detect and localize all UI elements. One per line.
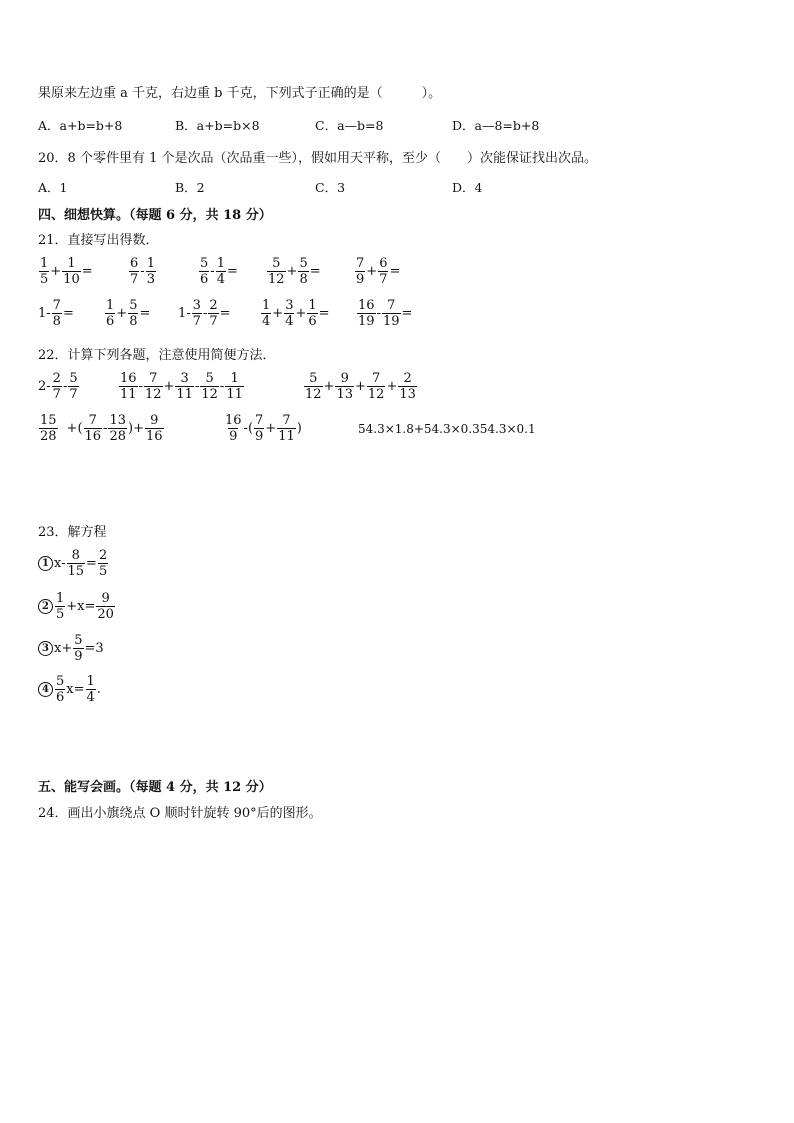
q22-row-1 — [38, 371, 418, 402]
q20-option-a: A．1 — [38, 180, 68, 195]
fraction: $\frac{7}{12}$ — [367, 371, 385, 402]
q23-equation-1: 1 x- $\frac{8}{15}$ = $\frac{2}{5}$ — [38, 548, 109, 579]
q20-option-b: B．2 — [175, 180, 205, 195]
fraction: $\frac{7}{9}$ — [356, 256, 365, 287]
fraction: $\frac{1}{4}$ — [216, 256, 225, 287]
fraction: $\frac{16}{11}$ — [120, 371, 137, 402]
circled-number: 3 — [38, 641, 53, 656]
fraction: $\frac{1}{6}$ — [308, 298, 317, 329]
fraction: $\frac{7}{9}$ — [255, 413, 264, 444]
fraction: $\frac{1}{5}$ — [40, 256, 49, 287]
q22-expr-1: 2- $\frac{2}{7}$ - $\frac{5}{7}$ — [38, 371, 78, 402]
fraction: $\frac{1}{5}$ — [56, 591, 65, 622]
q23-equation-2: 2 $\frac{1}{5}$ +x= $\frac{9}{20}$ — [38, 591, 116, 622]
q21-r2-expr-1: 1- $\frac{7}{8}$ = — [38, 298, 74, 329]
fraction: $\frac{2}{13}$ — [399, 371, 416, 402]
fraction: $\frac{13}{28}$ — [109, 413, 127, 444]
fraction: $\frac{9}{16}$ — [145, 413, 163, 444]
fraction: $\frac{1}{10}$ — [63, 256, 80, 287]
q21-r1-expr-2: $\frac{6}{7}$ - $\frac{1}{3}$ — [130, 256, 155, 287]
circled-number: 2 — [38, 599, 53, 614]
q22-expr-2: $\frac{16}{11}$ - $\frac{7}{12}$ + $\frac{3}{11}$ - $\frac{5}{12}$ - $\frac{1}{11}$ — [120, 371, 243, 402]
question-22-title: 22．计算下列各题，注意使用简便方法． — [38, 348, 276, 363]
q19-option-a: A．a+b=b+8 — [38, 118, 123, 133]
question-23-title: 23．解方程 — [38, 525, 107, 540]
fraction: $\frac{7}{12}$ — [144, 371, 162, 402]
q23-equation-3: 3 x+ $\frac{5}{9}$ =3 — [38, 633, 104, 664]
fraction: $\frac{2}{7}$ — [209, 298, 218, 329]
fraction: $\frac{3}{11}$ — [176, 371, 193, 402]
circled-number: 4 — [38, 682, 53, 697]
fraction: $\frac{5}{6}$ — [200, 256, 209, 287]
fraction: $\frac{5}{8}$ — [129, 298, 138, 329]
q21-r1-expr-3: $\frac{5}{6}$ - $\frac{1}{4}$ = — [200, 256, 238, 287]
section-4-title: 四、细想快算。（每题 6 分，共 18 分） — [38, 208, 272, 223]
fraction: $\frac{5}{12}$ — [305, 371, 322, 402]
q20-option-c: C．3 — [315, 180, 346, 195]
q22-expr-4: $\frac{15}{28}$ +( $\frac{7}{16}$ - $\frac{13}{28}$ )+ $\frac{9}{16}$ — [40, 413, 163, 444]
fraction: $\frac{5}{12}$ — [201, 371, 218, 402]
q21-r2-expr-5: $\frac{16}{19}$ - $\frac{7}{19}$ = — [358, 298, 413, 329]
fraction: $\frac{5}{8}$ — [299, 256, 308, 287]
q22-expr-5: $\frac{16}{9}$ -( $\frac{7}{9}$ + $\frac{7}{11}$ ) — [225, 413, 302, 444]
q22-expr-3: $\frac{5}{12}$ + $\frac{9}{13}$ + $\frac{7}{12}$ + $\frac{2}{13}$ — [305, 371, 416, 402]
fraction: $\frac{1}{11}$ — [226, 371, 243, 402]
fraction: $\frac{6}{7}$ — [130, 256, 139, 287]
fraction: $\frac{5}{12}$ — [268, 256, 285, 287]
q19-option-d: D．a—8=b+8 — [452, 118, 540, 133]
section-5-title: 五、能写会画。（每题 4 分，共 12 分） — [38, 780, 272, 795]
q21-row-2 — [38, 298, 412, 329]
fraction: $\frac{9}{13}$ — [336, 371, 353, 402]
fraction: $\frac{16}{19}$ — [358, 298, 375, 329]
q19-option-b: B．a+b=b×8 — [175, 118, 260, 133]
fraction: $\frac{1}{4}$ — [262, 298, 271, 329]
q21-r1-expr-4: $\frac{5}{12}$ + $\frac{5}{8}$ = — [268, 256, 321, 287]
question-24-text: 24．画出小旗绕点 O 顺时针旋转 90°后的图形。 — [38, 806, 322, 821]
q21-r2-expr-4: $\frac{1}{4}$ + $\frac{3}{4}$ + $\frac{1}{6}$ = — [262, 298, 330, 329]
q21-r1-expr-5: $\frac{7}{9}$ + $\frac{6}{7}$ = — [356, 256, 401, 287]
fraction: $\frac{1}{3}$ — [146, 256, 155, 287]
fraction: $\frac{1}{6}$ — [106, 298, 115, 329]
q19-option-c: C．a—b=8 — [315, 118, 384, 133]
fraction: $\frac{7}{8}$ — [52, 298, 61, 329]
question-20-text: 20．8 个零件里有 1 个是次品（次品重一些），假如用天平称，至少（ ）次能保证找出次品。 — [38, 151, 597, 166]
fraction: $\frac{5}{7}$ — [69, 371, 78, 402]
fraction: $\frac{3}{4}$ — [285, 298, 294, 329]
fraction: $\frac{1}{4}$ — [86, 674, 95, 705]
fraction: $\frac{15}{28}$ — [40, 413, 57, 444]
fraction: $\frac{5}{9}$ — [74, 633, 83, 664]
q21-r2-expr-3: 1- $\frac{3}{7}$ - $\frac{2}{7}$ = — [178, 298, 231, 329]
q20-option-d: D．4 — [452, 180, 483, 195]
question-21-title: 21．直接写出得数． — [38, 233, 159, 248]
q21-r1-expr-1: $\frac{1}{5}$ + $\frac{1}{10}$ = — [40, 256, 93, 287]
q22-row-2 — [38, 413, 536, 444]
fraction: $\frac{6}{7}$ — [379, 256, 388, 287]
question-19-text: 果原来左边重 a 千克，右边重 b 千克，下列式子正确的是（ ）。 — [38, 86, 442, 101]
fraction: $\frac{9}{20}$ — [97, 591, 114, 622]
q21-row-1 — [38, 256, 400, 287]
fraction: $\frac{2}{7}$ — [52, 371, 61, 402]
fraction: $\frac{16}{9}$ — [225, 413, 242, 444]
fraction: $\frac{7}{11}$ — [278, 413, 295, 444]
fraction: $\frac{7}{19}$ — [382, 298, 400, 329]
fraction: $\frac{3}{7}$ — [192, 298, 201, 329]
fraction: $\frac{5}{6}$ — [56, 674, 65, 705]
q23-equation-4: 4 $\frac{5}{6}$ x= $\frac{1}{4}$ . — [38, 674, 101, 705]
q22-expr-6: 54.3×1.8+54.3×0.354.3×0.1 — [358, 421, 536, 436]
q21-r2-expr-2: $\frac{1}{6}$ + $\frac{5}{8}$ = — [106, 298, 151, 329]
circled-number: 1 — [38, 556, 53, 571]
fraction: $\frac{2}{5}$ — [98, 548, 108, 579]
fraction: $\frac{8}{15}$ — [67, 548, 85, 579]
fraction: $\frac{7}{16}$ — [84, 413, 102, 444]
